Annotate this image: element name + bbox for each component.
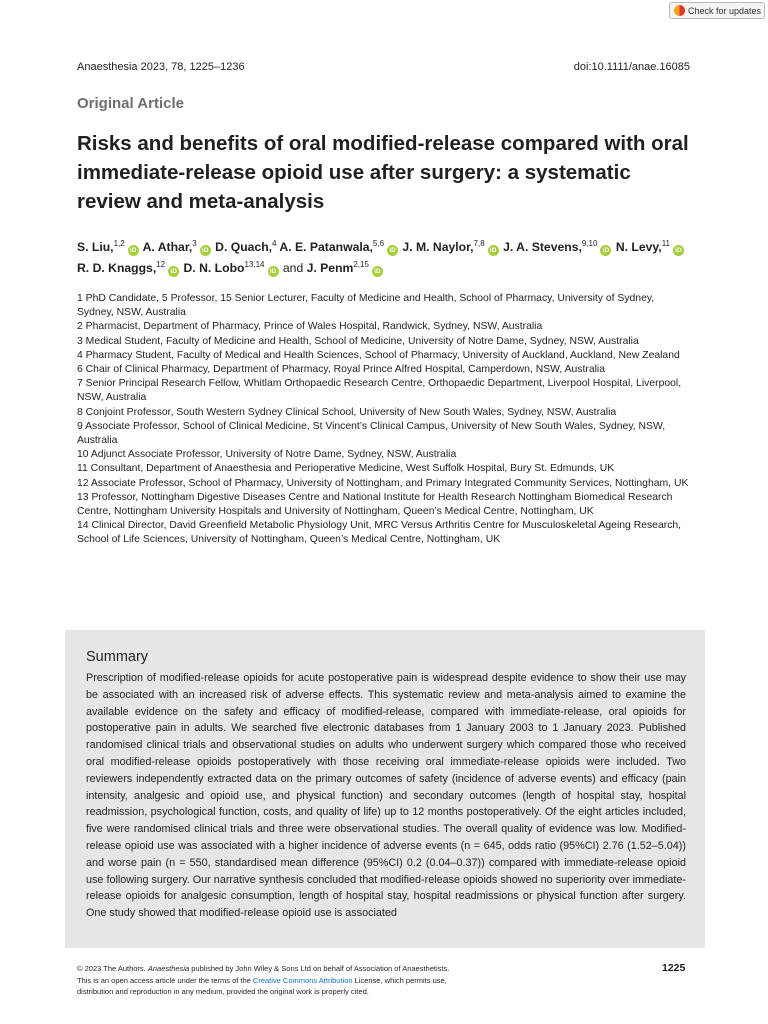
summary-text: Prescription of modified-release opioids for acute postoperative pain is widespread despite evidence to show their use may be associated with an increased risk of adverse effects. This systematic review and meta-analysis aimed to examine the available evidence on the safety and efficacy of modified-release, compared with immediate-release, oral opioids for postoperative pain in adults. We searched five electronic databases from 1 January 2003 to 1 January 2023. Published randomised clinical trials and observational studies on adults who underwent surgery which compared those who received oral modified-release opioids postoperatively with those receiving oral immediate-release opioids were included. Two reviewers independently extracted data on the primary outcomes of safety (incidence of adverse events) and efficacy (pain intensity, analgesic and opioid use, and physical function) and secondary outcomes (length of hospital stay, hospital readmission, psychological function, costs, and quality of life) up to 12 months postoperatively. Of the eight articles included, five were randomised clinical trials and three were observational studies. The overall quality of evidence was low. Modified-release opioid use was associated with a higher incidence of adverse events (n = 645, odds ratio (95%CI) 2.76 (1.52–5.04)) and worse pain (n = 550, standardised mean difference (95%CI) 0.2 (0.04–0.37)) compared with immediate-release opioid use following surgery. Our narrative synthesis concluded that modified-release opioids showed no superiority over immediate-release opioids for analgesic consumption, length of hospital stay, hospital readmissions or physical function after surgery. One study showed that modified-release opioid use is associated — [86, 672, 686, 920]
author-name[interactable]: A. Athar, — [142, 240, 193, 254]
author-affiliation-sup: 1,2 — [113, 239, 125, 248]
author-name[interactable]: R. D. Knaggs, — [77, 261, 157, 275]
author-name[interactable]: J. A. Stevens, — [503, 240, 582, 254]
affiliation-item: 12 Associate Professor, School of Pharmacy, University of Nottingham, and Primary Integrated Community Services, Nottingham, UK — [77, 477, 689, 489]
footer-line-2 — [77, 975, 547, 987]
license-suffix: License, which permits use, — [352, 975, 447, 985]
author-name[interactable]: J. M. Naylor, — [402, 240, 474, 254]
author-name[interactable]: D. Quach, — [215, 240, 273, 254]
running-header — [77, 59, 690, 75]
orcid-icon[interactable]: iD — [268, 266, 279, 277]
affiliation-item: 3 Medical Student, Faculty of Medicine and Health, School of Medicine, University of Notre Dame, Sydney, NSW, Australia — [77, 335, 639, 347]
author-name[interactable]: A. E. Patanwala, — [279, 240, 373, 254]
author-list — [77, 237, 692, 279]
author-name[interactable]: S. Liu, — [77, 240, 114, 254]
crossmark-icon — [674, 5, 685, 16]
affiliation-item: 8 Conjoint Professor, South Western Sydney Clinical School, University of New South Wales, Sydney, NSW, Australia — [77, 406, 617, 418]
author-affiliation-sup: 13,14 — [244, 260, 265, 269]
article-title: Risks and benefits of oral modified-release compared with oral immediate-release opioid use after surgery: a systematic review and meta-analysis — [77, 132, 689, 213]
orcid-icon[interactable]: iD — [387, 245, 398, 256]
summary-heading: Summary — [86, 649, 149, 665]
author-affiliation-sup: 5,6 — [372, 239, 385, 248]
author-name[interactable]: N. Levy, — [615, 240, 662, 254]
copyright-suffix: published by John Wiley & Sons Ltd on behalf of Association of Anaesthetists. — [189, 964, 450, 973]
author-affiliation-sup: 2,15 — [353, 260, 369, 269]
footer-license — [77, 963, 547, 998]
orcid-icon[interactable]: iD — [488, 245, 499, 256]
license-prefix: This is an open access article under the terms of the — [77, 975, 253, 985]
doi[interactable]: doi:10.1111/anae.16085 — [573, 61, 690, 73]
orcid-icon[interactable]: iD — [372, 266, 383, 277]
affiliation-item: 7 Senior Principal Research Fellow, Whitlam Orthopaedic Research Centre, Orthopaedic Department, Liverpool Hospital, Liverpool, NSW, Australia — [77, 378, 682, 404]
footer-line-3: distribution and reproduction in any medium, provided the original work is properly cited. — [77, 987, 369, 996]
author-affiliation-sup: 7,8 — [473, 239, 485, 248]
affiliation-list — [77, 292, 692, 548]
affiliation-item: 13 Professor, Nottingham Digestive Diseases Centre and National Institute for Health Research Nottingham Biomedical Research Centre, Nottingham University Hospitals and University of Nottingham, Queen’s Medical Centre, Nottingham, UK — [77, 491, 673, 518]
check-for-updates-button[interactable] — [669, 2, 765, 19]
affiliation-item: 10 Adjunct Associate Professor, University of Notre Dame, Sydney, NSW, Australia — [77, 449, 457, 461]
affiliation-item: 14 Clinical Director, David Greenfield Metabolic Physiology Unit, MRC Versus Arthritis Centre for Musculoskeletal Ageing Research, School of Life Sciences, University of Nottingham, Queen’s Medical Centre, Nottingham, UK — [77, 520, 682, 546]
journal-name: Anaesthesia — [147, 964, 190, 973]
authors-and: and — [279, 261, 307, 275]
summary-box — [65, 630, 705, 948]
affiliation-item: 11 Consultant, Department of Anaesthesia and Perioperative Medicine, West Suffolk Hospital, Bury St. Edmunds, UK — [77, 463, 615, 475]
orcid-icon[interactable]: iD — [128, 245, 139, 256]
affiliation-item: 9 Associate Professor, School of Clinical Medicine, St Vincent’s Clinical Campus, University of New South Wales, Sydney, NSW, Australia — [77, 420, 666, 447]
orcid-icon[interactable]: iD — [168, 266, 179, 277]
orcid-icon[interactable]: iD — [600, 245, 611, 256]
copyright-prefix: © 2023 The Authors. — [77, 964, 148, 973]
author-affiliation-sup: 11 — [661, 239, 670, 248]
check-for-updates-label: Check for updates — [688, 5, 762, 16]
footer-line-1 — [77, 963, 547, 975]
article-type: Original Article — [77, 95, 184, 112]
author-affiliation-sup: 9,10 — [581, 239, 598, 248]
author-affiliation-sup: 4 — [272, 239, 277, 248]
license-link[interactable]: Creative Commons Attribution — [252, 975, 353, 985]
author-affiliation-sup: 12 — [156, 260, 166, 269]
affiliation-item: 2 Pharmacist, Department of Pharmacy, Prince of Wales Hospital, Randwick, Sydney, NSW, Australia — [77, 321, 543, 333]
journal-citation: Anaesthesia 2023, 78, 1225–1236 — [77, 61, 245, 73]
affiliation-item: 4 Pharmacy Student, Faculty of Medical and Health Sciences, School of Pharmacy, University of Auckland, Auckland, New Zealand — [77, 349, 680, 361]
orcid-icon[interactable]: iD — [200, 245, 211, 256]
affiliation-item: 1 PhD Candidate, 5 Professor, 15 Senior Lecturer, Faculty of Medicine and Health, School of Pharmacy, University of Sydney, Sydney, NSW, Australia — [77, 293, 655, 319]
author-name[interactable]: J. Penm — [306, 261, 354, 275]
affiliation-item: 6 Chair of Clinical Pharmacy, Department of Pharmacy, Royal Prince Alfred Hospital, Camperdown, NSW, Australia — [77, 364, 606, 376]
page-number: 1225 — [662, 962, 686, 974]
author-affiliation-sup: 3 — [192, 239, 197, 248]
orcid-icon[interactable]: iD — [673, 245, 684, 256]
author-name[interactable]: D. N. Lobo — [183, 261, 245, 275]
